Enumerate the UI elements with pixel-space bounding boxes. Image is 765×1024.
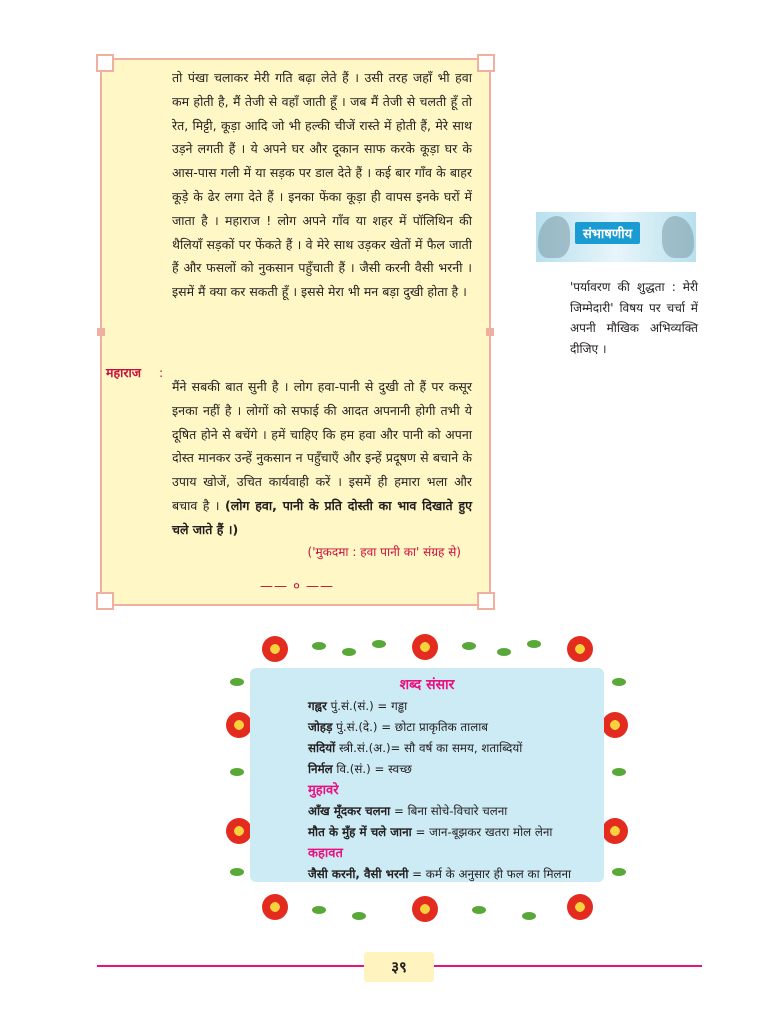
vocab-term: सदियों <box>308 741 336 755</box>
narration-paragraph: तो पंखा चलाकर मेरी गति बढ़ा लेते हैं । उसी तरह जहाँ भी हवा कम होती है, मैं तेजी से वहाँ जाती हूँ । जब मैं तेजी से चलती हूँ तो रेत, मिट्टी, कूड़ा आदि जो भी हल्की चीजें रास्ते में होती हैं, मेरे साथ उड़ने लगती हैं । ये अपने घर और दूकान साफ करके कूड़ा घर के आस-पास गली में या सड़क पर डाल देते हैं । कई बार गाँव के बाहर कूड़े के ढेर लगा देते हैं । इनका फेंका कूड़ा ही वापस इनके घरों में जाता है । महाराज ! लोग अपने गाँव या शहर में पॉलिथिन की थैलियाँ सड़कों पर फेंकते हैं । वे मेरे साथ उड़कर खेतों में फैल जाती हैं और फसलों को नुकसान पहुँचाती हैं । जैसी करनी वैसी भरनी । इसमें मैं क्या कर सकती हूँ । इससे मेरा भी मन बड़ा दुखी होता है । <box>172 70 472 300</box>
vocab-entry <box>308 759 571 780</box>
flower-icon <box>262 636 288 662</box>
corner-ornament <box>477 592 495 610</box>
speaker-colon: : <box>159 365 164 380</box>
flower-icon <box>412 896 438 922</box>
flower-icon <box>602 712 628 738</box>
vocab-entry <box>308 717 571 738</box>
page-number-badge <box>364 952 434 982</box>
stage-direction: (लोग हवा, पानी के प्रति दोस्ती का भाव दिखाते हुए चले जाते हैं ।) <box>172 497 472 537</box>
leaf-icon <box>527 640 541 648</box>
page-number: ३९ <box>391 958 407 976</box>
story-text <box>172 66 472 542</box>
flower-icon <box>602 818 628 844</box>
idioms-heading: मुहावरे <box>308 783 339 798</box>
leaf-icon <box>352 912 366 920</box>
idiom-entry <box>308 801 571 822</box>
vocab-meaning: पुं.सं.(दे.) = छोटा प्राकृतिक तालाब <box>336 720 488 734</box>
flower-icon <box>412 634 438 660</box>
flower-icon <box>226 818 252 844</box>
speech-paragraph <box>172 375 472 542</box>
leaf-icon <box>230 868 244 876</box>
story-box <box>100 58 491 606</box>
leaf-icon <box>230 678 244 686</box>
side-ornament <box>486 328 494 336</box>
leaf-icon <box>612 678 626 686</box>
vocab-term: गह्वर <box>308 699 327 713</box>
leaf-icon <box>497 648 511 656</box>
proverb-term: जैसी करनी, वैसी भरनी <box>308 867 409 881</box>
leaf-icon <box>612 768 626 776</box>
face-silhouette-icon <box>662 216 694 258</box>
proverbs-heading: कहावत <box>308 846 343 861</box>
leaf-icon <box>312 642 326 650</box>
proverb-entry <box>308 864 571 885</box>
speech-text: मैंने सबकी बात सुनी है । लोग हवा-पानी से दुखी तो हैं पर कसूर इनका नहीं है । लोगों को सफाई की आदत अपनानी होगी तभी ये दूषित होने से बचेंगे । हमें चाहिए कि हम हवा और पानी को अपना दोस्त मानकर उन्हें नुकसान न पहुँचाएँ और इन्हें प्रदूषण से बचाने के उपाय खोजें, उचित कार्यवाही करें । इसमें ही हमारा भला और बचाव है । <box>172 379 472 513</box>
flower-icon <box>262 894 288 920</box>
flower-icon <box>567 636 593 662</box>
vocabulary-title: शब्द संसार <box>399 677 455 693</box>
corner-ornament <box>477 54 495 72</box>
leaf-icon <box>372 640 386 648</box>
leaf-icon <box>522 912 536 920</box>
leaf-icon <box>462 642 476 650</box>
leaf-icon <box>472 906 486 914</box>
vocab-meaning: स्त्री.सं.(अ.)= सौ वर्ष का समय, शताब्दियों <box>338 741 523 755</box>
flower-icon <box>567 894 593 920</box>
corner-ornament <box>96 54 114 72</box>
face-silhouette-icon <box>538 216 570 258</box>
side-ornament <box>97 328 105 336</box>
speaker-name: महाराज <box>106 365 141 380</box>
vocab-meaning: वि.(सं.) = स्वच्छ <box>336 762 412 776</box>
speaking-task: 'पर्यावरण की शुद्धता : मेरी जिम्मेदारी' विषय पर चर्चा में अपनी मौखिक अभिव्यक्ति दीजिए । <box>570 280 698 356</box>
vocabulary-list <box>308 696 571 885</box>
leaf-icon <box>312 906 326 914</box>
vocab-meaning: पुं.सं.(सं.) = गड्ढा <box>330 699 408 713</box>
flower-icon <box>226 712 252 738</box>
leaf-icon <box>342 648 356 656</box>
idiom-entry <box>308 822 571 843</box>
end-mark: —— ० —— <box>260 579 335 594</box>
corner-ornament <box>96 592 114 610</box>
leaf-icon <box>612 868 626 876</box>
idiom-meaning: = बिना सोचे-विचारे चलना <box>393 804 508 818</box>
badge-label: संभाषणीय <box>575 222 640 244</box>
vocab-entry <box>308 738 571 759</box>
idiom-term: मौत के मुँह में चले जाना <box>308 825 412 839</box>
vocabulary-panel <box>250 668 604 882</box>
vocab-term: निर्मल <box>308 762 333 776</box>
leaf-icon <box>230 768 244 776</box>
speaking-activity-badge <box>536 212 696 262</box>
vocab-term: जोहड़ <box>308 720 333 734</box>
proverb-meaning: = कर्म के अनुसार ही फल का मिलना <box>412 867 572 881</box>
vocabulary-frame <box>222 628 632 928</box>
vocab-entry <box>308 696 571 717</box>
idiom-meaning: = जान-बूझकर खतरा मोल लेना <box>415 825 553 839</box>
idiom-term: आँख मूँदकर चलना <box>308 804 391 818</box>
source-citation: ('मुकदमा : हवा पानी का' संग्रह से) <box>307 545 461 559</box>
